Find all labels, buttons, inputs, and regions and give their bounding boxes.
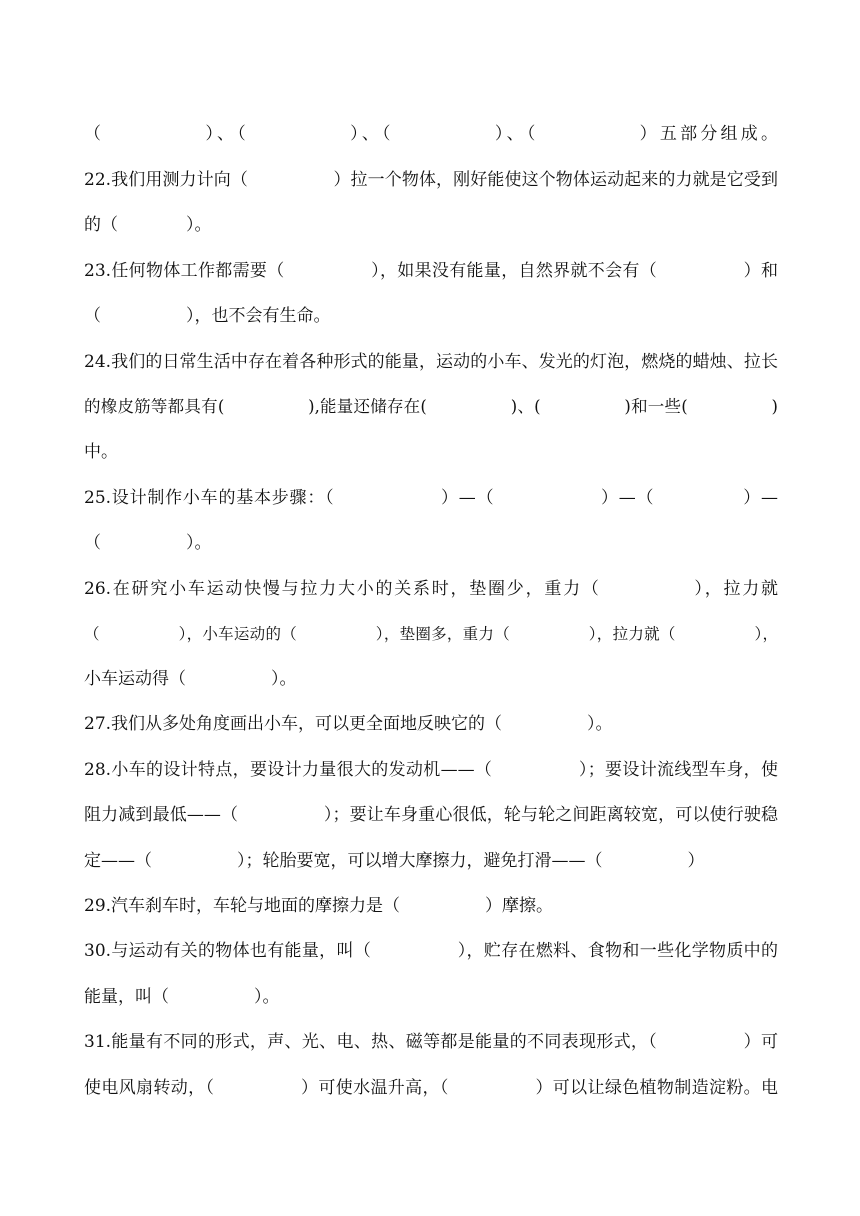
question-31-line-1: 31.能量有不同的形式，声、光、电、热、磁等都是能量的不同表现形式，（ ）可 (84, 1032, 778, 1052)
question-28-line-3: 定——（ ）；轮胎要宽，可以增大摩擦力，避免打滑——（ ） (84, 851, 705, 871)
question-23-line-1: 23.任何物体工作都需要（ ），如果没有能量，自然界就不会有（ ）和 (84, 261, 778, 281)
question-23-line-2: （ ），也不会有生命。 (84, 306, 331, 326)
question-25-line-1: 25.设计制作小车的基本步骤：（ ）—（ ）—（ ）— (84, 488, 778, 508)
question-26-line-3: 小车运动得（ ）。 (84, 669, 297, 689)
question-28-line-2: 阻力减到最低——（ ）；要让车身重心很低，轮与轮之间距离较宽，可以使行驶稳 (84, 805, 778, 825)
question-30-line-2: 能量，叫（ ）。 (84, 987, 280, 1007)
question-30-line-1: 30.与运动有关的物体也有能量，叫（ ），贮存在燃料、食物和一些化学物质中的 (84, 941, 778, 961)
question-26-line-2: （ ），小车运动的（ ），垫圈多，重力（ ），拉力就（ ）， (84, 625, 778, 643)
question-27-line-1: 27.我们从多处角度画出小车，可以更全面地反映它的（ ）。 (84, 714, 613, 734)
question-29-line-1: 29.汽车刹车时，车轮与地面的摩擦力是（ ）摩擦。 (84, 896, 554, 916)
question-25-line-2: （ ）。 (84, 533, 212, 553)
text-line-1: （ ）、（ ）、（ ）、（ ）五部分组成。 (84, 124, 778, 144)
question-24-line-1: 24.我们的日常生活中存在着各种形式的能量，运动的小车、发光的灯泡，燃烧的蜡烛、拉长 (84, 352, 778, 372)
question-22-line-2: 的（ ）。 (84, 215, 212, 235)
question-28-line-1: 28.小车的设计特点，要设计力量很大的发动机——（ ）；要设计流线型车身，使 (84, 760, 778, 780)
question-24-line-3: 中。 (84, 442, 118, 462)
question-24-line-2: 的橡皮筋等都具有( ),能量还储存在( )、( )和一些( ) (84, 397, 778, 416)
question-31-line-2: 使电风扇转动，（ ）可使水温升高，（ ）可以让绿色植物制造淀粉。电 (84, 1078, 778, 1098)
question-22-line-1: 22.我们用测力计向（ ）拉一个物体，刚好能使这个物体运动起来的力就是它受到 (84, 170, 778, 190)
question-26-line-1: 26.在研究小车运动快慢与拉力大小的关系时，垫圈少，重力（ ），拉力就 (84, 579, 778, 599)
